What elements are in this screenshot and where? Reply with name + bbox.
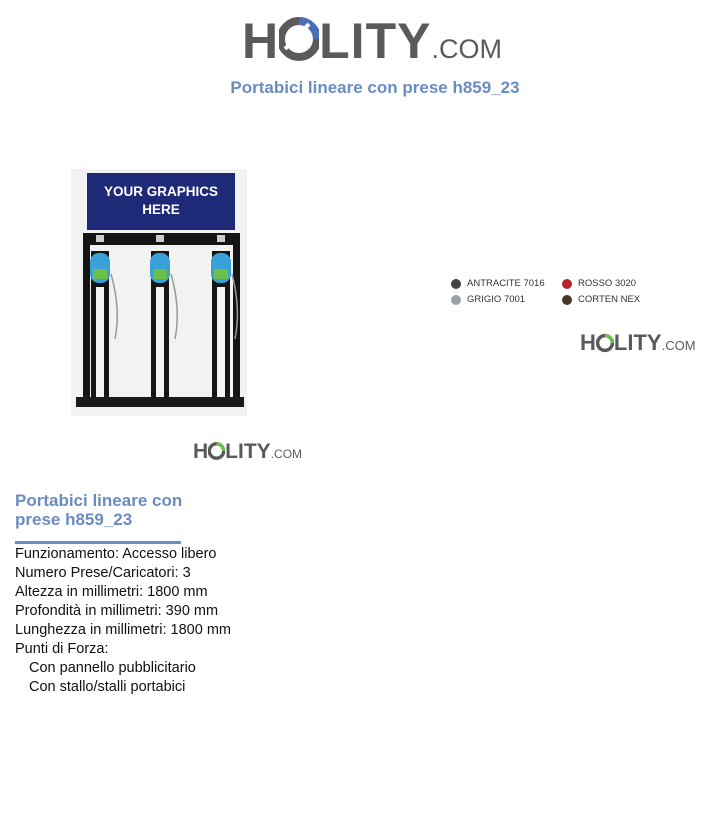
color-swatch-rosso <box>562 279 572 289</box>
color-label: ROSSO 3020 <box>578 278 637 289</box>
spec-sockets: Numero Prese/Caricatori: 3 <box>15 565 191 581</box>
logo-o-icon <box>279 12 319 63</box>
logo-letter-l: L <box>225 440 238 463</box>
banner-text-line1: YOUR GRAPHICS <box>103 184 219 199</box>
bike-rack-illustration <box>71 169 247 416</box>
color-option[interactable] <box>451 294 562 305</box>
spec-list <box>15 545 231 697</box>
logo-o-icon <box>596 330 614 355</box>
color-option[interactable] <box>562 278 636 289</box>
holity-logo-colors <box>580 330 696 356</box>
color-legend <box>451 278 651 305</box>
spec-length: Lunghezza in millimetri: 1800 mm <box>15 622 231 638</box>
logo-letter-t: T <box>243 440 257 463</box>
logo-suffix: .COM <box>431 34 502 64</box>
strength-item: Con stallo/stalli portabici <box>29 679 186 695</box>
banner-text-line2: HERE <box>142 202 180 217</box>
spec-strengths-heading: Punti di Forza: <box>15 641 109 657</box>
color-label: CORTEN NEX <box>578 294 641 305</box>
logo-letter-y: Y <box>256 440 271 463</box>
logo-letter-l: L <box>613 330 628 355</box>
color-label: GRIGIO 7001 <box>467 294 526 305</box>
product-title: Portabici lineare con prese h859_23 <box>15 491 183 529</box>
holity-logo-header[interactable] <box>242 12 502 68</box>
color-label: ANTRACITE 7016 <box>467 278 545 289</box>
spec-operation: Funzionamento: Accesso libero <box>15 546 217 562</box>
logo-letter-i: I <box>627 330 634 355</box>
spec-height: Altezza in millimetri: 1800 mm <box>15 584 208 600</box>
logo-suffix: .COM <box>270 447 303 461</box>
color-swatch-grigio <box>451 295 461 305</box>
logo-suffix: .COM <box>661 338 696 353</box>
logo-letter-l: L <box>319 13 351 69</box>
logo-letter-i: I <box>238 440 244 463</box>
logo-letter-t: T <box>365 13 398 69</box>
logo-letter-y: Y <box>397 13 432 69</box>
strength-item: Con pannello pubblicitario <box>29 660 196 676</box>
page-title: Portabici lineare con prese h859_23 <box>230 78 520 97</box>
color-swatch-corten <box>562 295 572 305</box>
logo-letter-h: H <box>193 440 209 463</box>
logo-letter-i: I <box>350 13 366 69</box>
holity-logo-product <box>193 438 302 465</box>
logo-letter-h: H <box>580 330 596 355</box>
color-swatch-antracite <box>451 279 461 289</box>
logo-letter-h: H <box>242 13 280 69</box>
logo-letter-t: T <box>633 330 647 355</box>
title-divider <box>15 541 181 544</box>
logo-letter-y: Y <box>646 330 662 355</box>
logo-o-icon <box>208 438 225 463</box>
spec-depth: Profondità in millimetri: 390 mm <box>15 603 219 619</box>
color-option[interactable] <box>562 294 640 305</box>
product-image[interactable] <box>71 169 247 416</box>
color-option[interactable] <box>451 278 562 289</box>
